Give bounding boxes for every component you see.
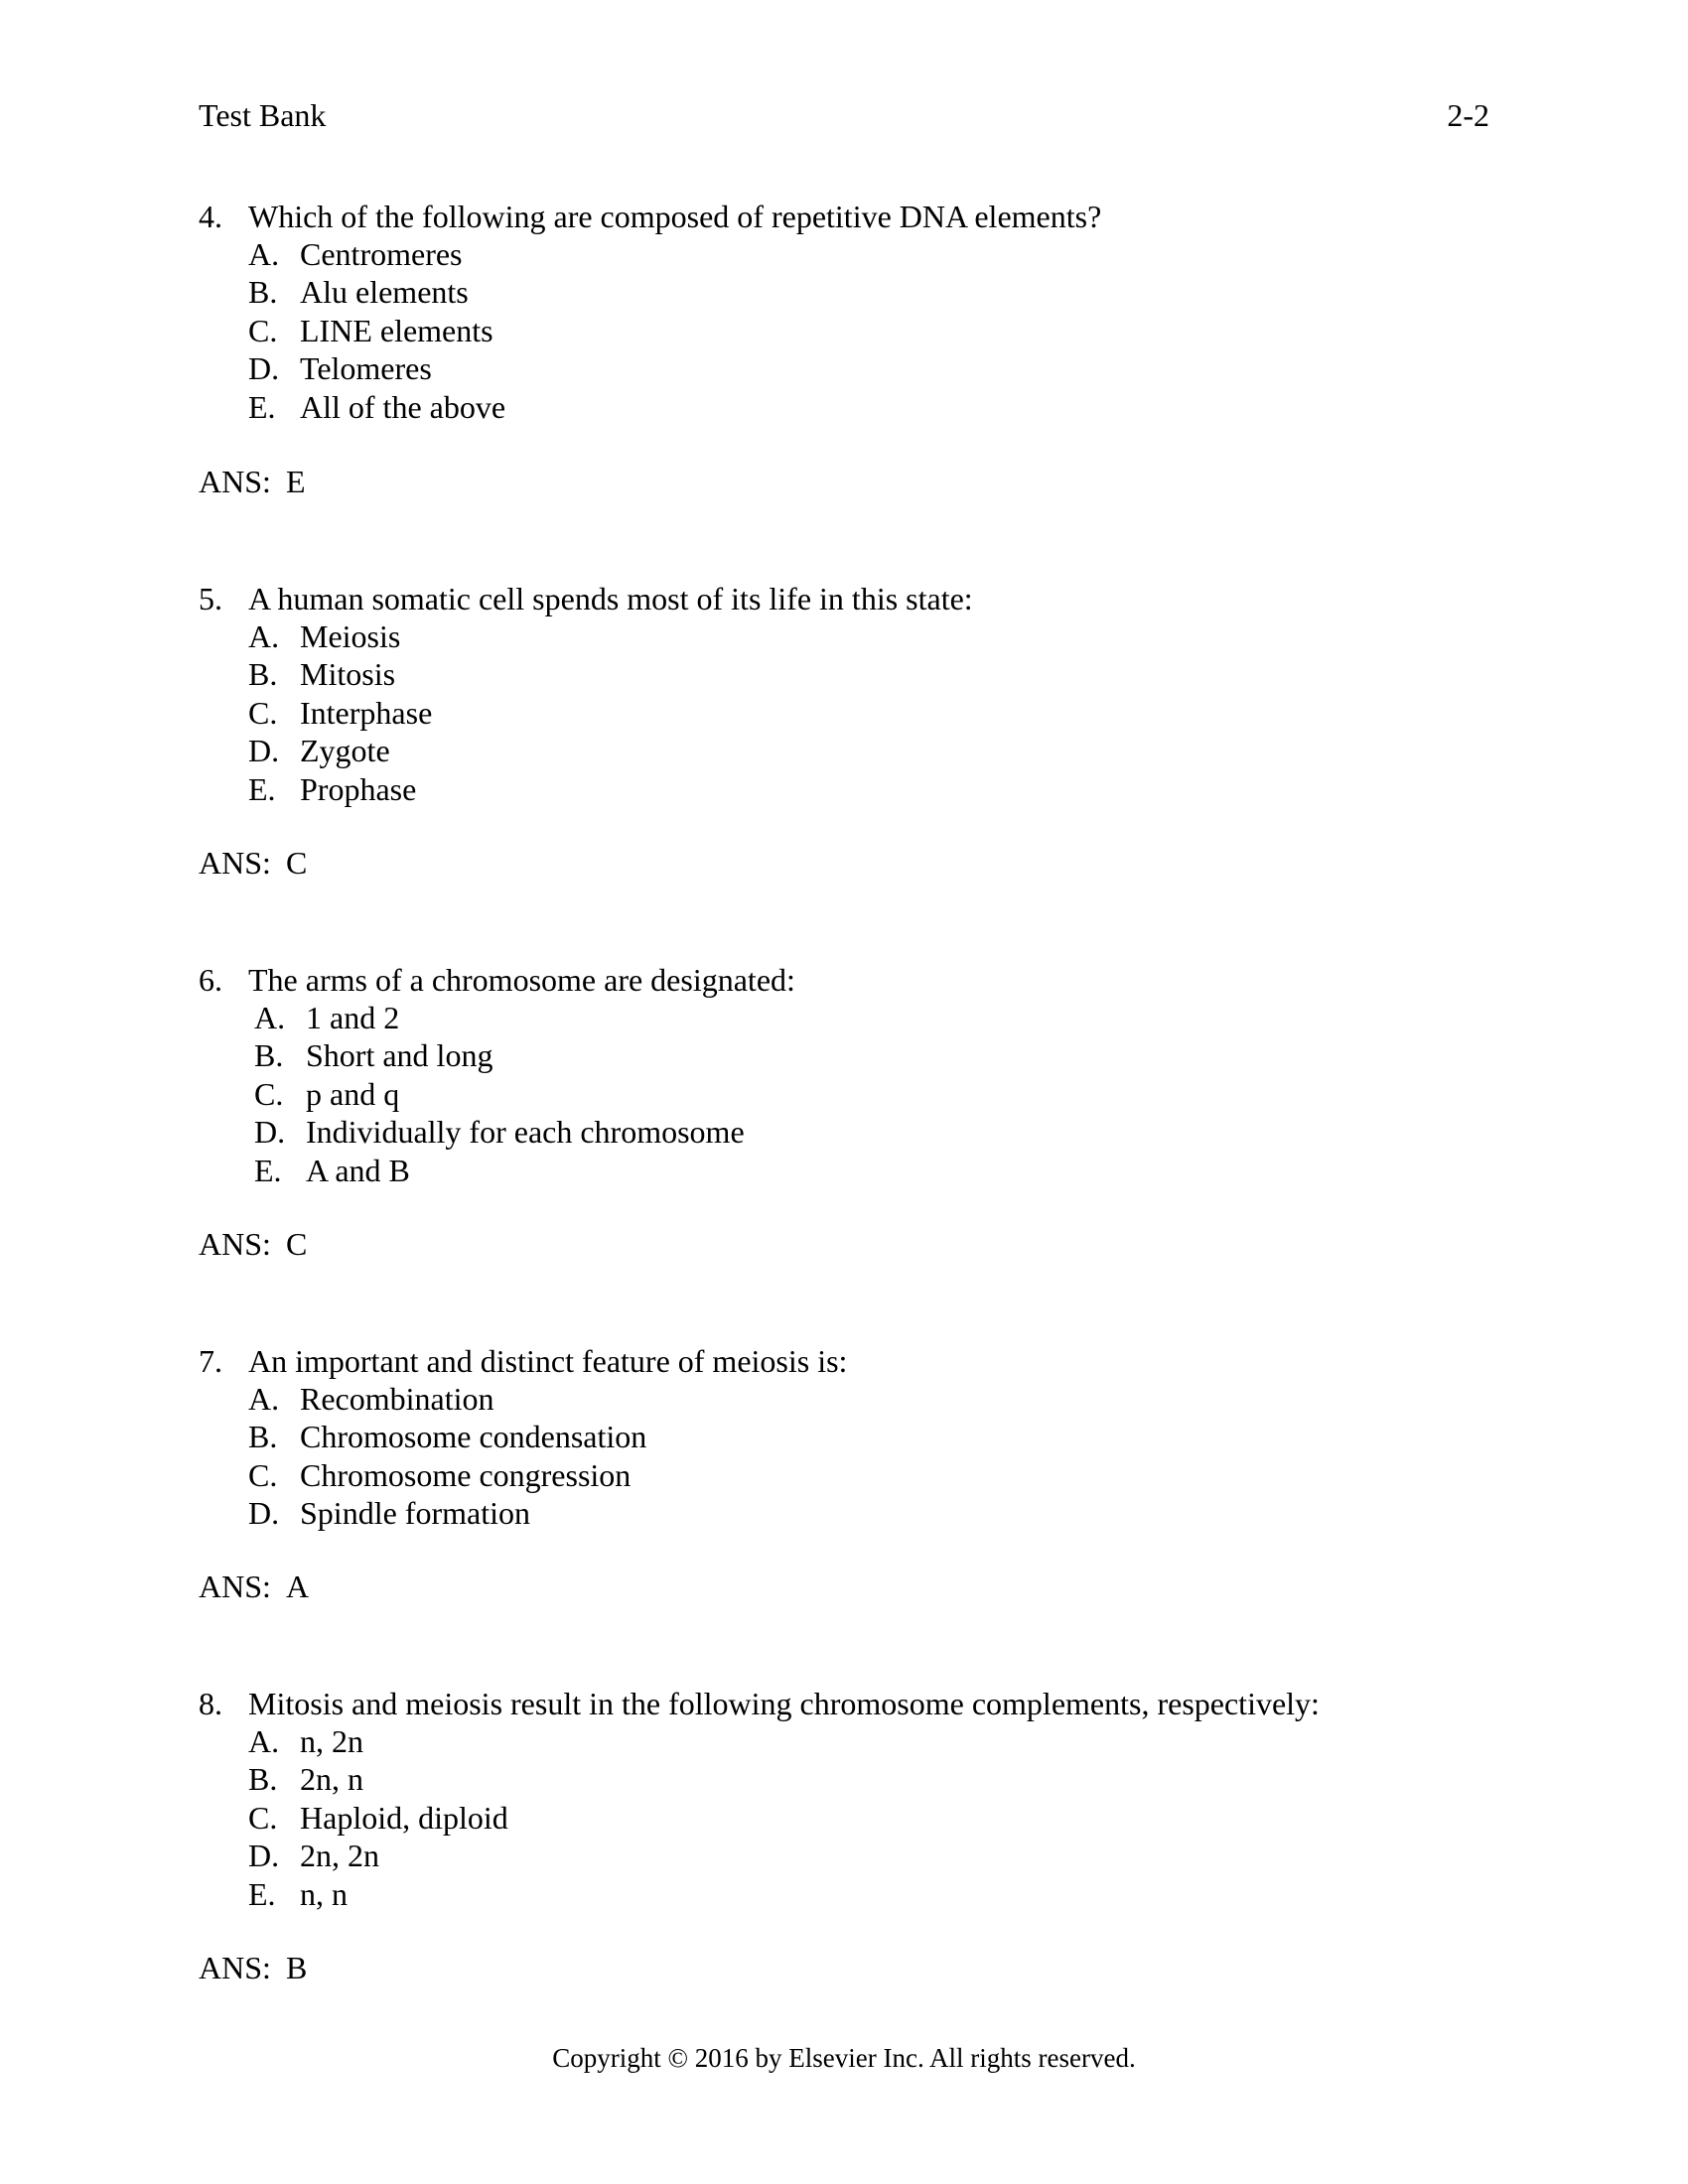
options-list [248,235,1101,426]
option-text: Chromosome condensation [300,1419,647,1455]
option-text: 1 and 2 [306,1000,400,1035]
question-text: The arms of a chromosome are designated: [248,962,795,998]
option-c [254,1075,795,1113]
answer-label: ANS: [199,464,271,499]
question-number: 8. [199,1686,222,1721]
option-b [248,1760,1320,1798]
options-list [248,1380,847,1533]
question-stem [199,580,973,617]
option-e [248,388,1101,426]
question-number: 4. [199,199,222,234]
option-text: Alu elements [300,274,469,311]
option-a [248,1380,847,1418]
option-letter: D. [248,733,280,769]
option-d [248,349,1101,387]
option-letter: E. [248,1875,276,1912]
option-text: Prophase [300,770,417,807]
answer-5 [199,844,307,882]
option-letter: D. [254,1114,286,1151]
option-letter: C. [248,694,278,731]
question-8 [199,1685,1320,1913]
option-letter: C. [254,1075,284,1112]
answer-6 [199,1225,307,1263]
option-text: Meiosis [300,618,401,654]
options-list [254,999,795,1189]
option-letter: A. [254,1000,286,1035]
question-number: 7. [199,1343,222,1379]
option-b [248,1418,847,1455]
question-7 [199,1342,847,1533]
answer-value: B [286,1950,308,1985]
option-text: Individually for each chromosome [306,1114,745,1151]
option-a [254,999,795,1036]
option-text: Recombination [300,1381,494,1417]
option-letter: A. [248,618,280,654]
copyright-footer: Copyright © 2016 by Elsevier Inc. All rights reserved. [552,2043,1136,2073]
option-letter: E. [248,388,276,425]
answer-value: A [286,1569,310,1604]
answer-7 [199,1568,309,1605]
options-list [248,617,973,808]
option-letter: D. [248,350,280,387]
option-text: All of the above [300,388,506,425]
option-text: Zygote [300,733,390,769]
option-text: LINE elements [300,312,493,348]
option-text: p and q [306,1075,400,1112]
answer-label: ANS: [199,1226,271,1262]
option-d [248,1494,847,1532]
question-text: An important and distinct feature of meiosis is: [248,1343,848,1379]
option-b [254,1036,795,1074]
answer-label: ANS: [199,1950,271,1985]
option-e [248,1875,1320,1913]
option-letter: B. [254,1037,284,1074]
option-a [248,617,973,655]
option-letter: B. [248,274,278,311]
option-letter: E. [254,1152,282,1188]
option-text: A and B [306,1152,410,1188]
answer-4 [199,463,306,500]
page-number: 2-2 [1447,97,1489,133]
option-text: n, 2n [300,1723,363,1759]
question-text: Which of the following are composed of repetitive DNA elements? [248,199,1102,234]
question-6 [199,961,795,1189]
option-letter: C. [248,1799,278,1836]
option-letter: B. [248,1761,278,1798]
option-text: 2n, n [300,1761,363,1798]
option-letter: C. [248,1456,278,1493]
answer-label: ANS: [199,845,271,881]
answer-value: C [286,1226,308,1262]
option-d [248,1837,1320,1874]
question-stem [199,1685,1320,1722]
answer-8 [199,1949,307,1986]
question-stem [199,1342,847,1380]
option-text: Spindle formation [300,1495,530,1532]
option-c [248,694,973,732]
option-letter: B. [248,1419,278,1455]
question-5 [199,580,973,808]
option-b [248,273,1101,311]
options-list [248,1722,1320,1913]
page-header [199,97,1489,141]
option-c [248,1799,1320,1837]
option-e [254,1152,795,1189]
option-c [248,1456,847,1494]
option-letter: A. [248,1381,280,1417]
question-number: 5. [199,581,222,616]
option-text: Haploid, diploid [300,1799,508,1836]
option-text: Centromeres [300,236,463,272]
option-text: Interphase [300,694,433,731]
question-text: Mitosis and meiosis result in the following chromosome complements, respectively: [248,1686,1320,1721]
option-letter: D. [248,1838,280,1874]
option-a [248,1722,1320,1760]
option-text: Telomeres [300,350,432,387]
option-text: Chromosome congression [300,1456,632,1493]
option-text: Mitosis [300,656,396,693]
option-letter: A. [248,1723,280,1759]
option-letter: A. [248,236,280,272]
question-4 [199,198,1101,426]
option-letter: B. [248,656,278,693]
option-text: n, n [300,1875,348,1912]
option-a [248,235,1101,273]
option-c [248,312,1101,349]
option-letter: D. [248,1495,280,1532]
option-text: Short and long [306,1037,493,1074]
option-text: 2n, 2n [300,1838,379,1874]
option-d [254,1113,795,1151]
question-text: A human somatic cell spends most of its life in this state: [248,581,973,616]
question-stem [199,961,795,999]
header-title: Test Bank [199,97,327,133]
question-stem [199,198,1101,235]
question-number: 6. [199,962,222,998]
answer-value: E [286,464,306,499]
answer-value: C [286,845,308,881]
option-b [248,655,973,693]
option-letter: C. [248,312,278,348]
option-e [248,770,973,808]
option-letter: E. [248,770,276,807]
answer-label: ANS: [199,1569,271,1604]
option-d [248,732,973,769]
